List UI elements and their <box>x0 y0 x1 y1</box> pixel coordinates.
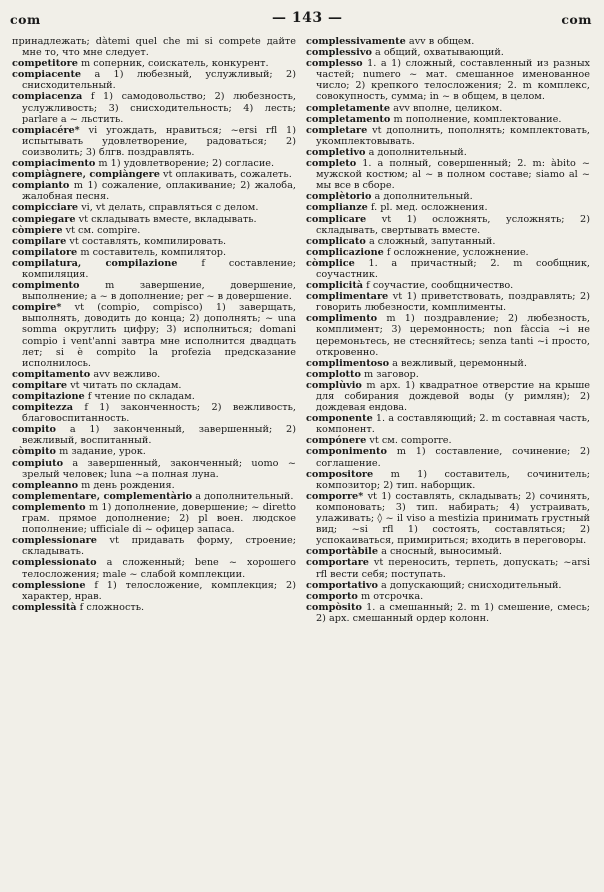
definition: f осложнение, усложнение. <box>386 246 529 258</box>
definition: 1. a составляющий; 2. m составная часть, компонент. <box>316 413 590 436</box>
headword: compilare <box>12 235 67 247</box>
headword: compicciare <box>12 202 79 214</box>
definition: vt читать по складам. <box>70 379 182 391</box>
dictionary-entry <box>306 380 590 413</box>
definition: 1. a 1) сложный, составленный из разных частей; numero ~ мат. смешанное именованное число; 2) крепкого телосложения; 2. m комплекс, совокупность, сумма; in ~ в общем, в целом. <box>316 58 590 103</box>
headword: complotto <box>306 368 361 380</box>
headword: complessione <box>12 579 86 591</box>
headword: complessionato <box>12 557 97 569</box>
headword: componimento <box>306 446 387 458</box>
headword: competitore <box>12 58 78 70</box>
dictionary-entry <box>12 225 296 236</box>
headword: compimento <box>12 280 80 292</box>
dictionary-entry <box>12 557 296 579</box>
dictionary-entry <box>12 125 296 158</box>
definition: a завершенный, законченный; uomo ~ зрелый человек; luna ~a полная луна. <box>22 457 296 480</box>
dictionary-entry <box>306 358 590 369</box>
dictionary-entry <box>12 502 296 535</box>
definition: m 1) поздравление; 2) любезность, комплимент; 3) церемонность; non fàccia ~i не церемоньтесь, не стесняйтесь; senza tanti ~i просто, откровенно. <box>316 313 590 358</box>
definition: vt 1) приветствовать, поздравлять; 2) говорить любезности, комплименты. <box>316 291 590 314</box>
dictionary-entry <box>12 247 296 258</box>
page-number: — 143 — <box>272 10 343 26</box>
headword: compilatore <box>12 246 78 258</box>
headword: completo <box>306 158 357 170</box>
dictionary-entry <box>12 424 296 446</box>
dictionary-entry <box>306 236 590 247</box>
headword: comportare <box>306 557 369 569</box>
headword: compito <box>12 424 57 436</box>
headword: comporre* <box>306 490 364 502</box>
headword: completamento <box>306 113 391 125</box>
definition: f 1) телосложение, комплекция; 2) характер, нрав. <box>22 579 296 602</box>
definition: a сложенный; bene ~ хорошего телосложения; male ~ слабой комплекции. <box>22 557 296 580</box>
headword: compiacenza <box>12 91 83 103</box>
dictionary-entry <box>306 147 590 158</box>
definition: vt см. comporre. <box>369 435 452 447</box>
definition: f составление; компиляция. <box>22 257 296 280</box>
dictionary-entry <box>12 169 296 180</box>
headword: complicazione <box>306 246 384 258</box>
headword: compitezza <box>12 402 73 414</box>
dictionary-entry <box>306 214 590 236</box>
headword: complicità <box>306 280 364 292</box>
dictionary-entry <box>306 591 590 602</box>
headword: complesso <box>306 58 363 70</box>
definition: m день рождения. <box>81 479 175 491</box>
header-guide-word-right: com <box>561 12 592 27</box>
definition: m 1) дополнение, довершение; ~ diretto грам. прямое дополнение; 2) pl воен. людское пополнение; ufficiale di ~ офицер запаса. <box>22 501 296 536</box>
headword: compiuto <box>12 457 64 469</box>
left-column <box>12 36 296 613</box>
headword: compiegare <box>12 213 76 225</box>
dictionary-entry <box>12 280 296 302</box>
headword: còmpito <box>12 446 57 458</box>
dictionary-entry <box>306 291 590 313</box>
dictionary-entry <box>12 158 296 169</box>
headword: compiacimento <box>12 158 96 170</box>
headword: compiacére* <box>12 124 80 136</box>
definition: vt оплакивать, сожалеть. <box>163 169 292 181</box>
definition: m арх. 1) квадратное отверстие на крыше для собирания дождевой воды (у римлян); 2) дождевая ендова. <box>316 379 590 414</box>
definition: vt (compio, compisco) 1) заверщать, выполнять, доводить до конца; 2) дополнять; ~ una somma округлить цифру; 3) исполниться; domani compio i vent'anni завтра мне исполнится двадцать лет; si è compito la profezia предсказание исполнилось. <box>22 302 296 369</box>
definition: 1. a смешанный; 2. m 1) смешение, смесь; 2) арх. смешанный ордер колонн. <box>316 601 590 624</box>
definition: a сложный, запутанный. <box>368 235 496 247</box>
definition: m составитель, компилятор. <box>80 246 227 258</box>
dictionary-entry <box>12 214 296 225</box>
dictionary-entry <box>12 391 296 402</box>
page-header <box>10 10 592 30</box>
headword: compiacente <box>12 69 82 81</box>
definition: avv вполне, целиком. <box>393 102 503 114</box>
definition: vt см. compire. <box>65 224 141 236</box>
definition: 1. a причастный; 2. m сообщник, соучастник. <box>316 257 590 280</box>
dictionary-entry <box>12 491 296 502</box>
dictionary-entry <box>306 247 590 258</box>
dictionary-entry <box>12 458 296 480</box>
definition: f. pl. мед. осложнения. <box>370 202 488 214</box>
headword: compositore <box>306 468 374 480</box>
headword: complimentare <box>306 291 389 303</box>
dictionary-entry <box>12 58 296 69</box>
dictionary-entry <box>12 402 296 424</box>
headword: còmpiere <box>12 224 63 236</box>
definition: m заговор. <box>364 368 419 380</box>
dictionary-entry <box>12 36 296 58</box>
definition: vi угождать, нравиться; ~ersi rfl 1) испытывать удовлетворение, радоваться; 2) соизволить; 3) блгв. поздравлять. <box>22 124 296 158</box>
dictionary-entry <box>306 202 590 213</box>
header-guide-word-left: com <box>10 12 41 27</box>
definition: f чтение по складам. <box>87 391 195 402</box>
dictionary-entry <box>306 36 590 47</box>
dictionary-entry <box>306 58 590 102</box>
dictionary-entry <box>12 535 296 557</box>
dictionary-entry <box>12 580 296 602</box>
headword: complianze <box>306 202 368 214</box>
headword: compónere <box>306 435 367 447</box>
definition: a дополнительный. <box>195 490 294 502</box>
dictionary-entry <box>306 191 590 202</box>
definition: vt дополнить, пополнять; комплектовать, укомплектовывать. <box>316 124 590 147</box>
dictionary-entry <box>306 413 590 435</box>
dictionary-entry <box>306 469 590 491</box>
headword: complementare, complementàrio <box>12 490 193 502</box>
headword: completivo <box>306 146 366 158</box>
headword: compilatura, compilazione <box>12 257 178 269</box>
dictionary-entry <box>306 446 590 468</box>
dictionary-entry <box>306 602 590 624</box>
headword: compòsito <box>306 601 362 613</box>
definition: f соучастие, сообщничество. <box>366 280 514 292</box>
definition: vt 1) осложнять, усложнять; 2) складывать, свертывать вместе. <box>316 213 590 236</box>
headword: comporto <box>306 590 358 602</box>
definition: m соперник, соискатель, конкурент. <box>81 58 269 70</box>
dictionary-entry <box>306 369 590 380</box>
dictionary-entry <box>12 446 296 457</box>
headword: compitamento <box>12 368 91 380</box>
dictionary-entry <box>306 580 590 591</box>
dictionary-entry <box>12 69 296 91</box>
dictionary-entry <box>306 313 590 357</box>
dictionary-entry <box>306 546 590 557</box>
headword: compitazione <box>12 391 85 402</box>
dictionary-entry <box>306 103 590 114</box>
definition: m отсрочка. <box>360 590 424 602</box>
dictionary-entry <box>12 258 296 280</box>
definition: avv вежливо. <box>93 368 161 380</box>
definition: avv в общем. <box>408 36 475 47</box>
definition: f 1) самодовольство; 2) любезность, услужливость; 3) снисходительность; 4) лесть; parlare a ~ льстить. <box>22 91 296 125</box>
definition: vt переносить, терпеть, допускать; ~arsi rfl вести себя; поступать. <box>316 557 590 580</box>
headword: complessivo <box>306 47 372 59</box>
definition: a дополнительный. <box>374 191 473 203</box>
headword: complimento <box>306 313 378 325</box>
definition: vt составлять, компилировать. <box>69 235 227 247</box>
dictionary-entry <box>12 380 296 391</box>
headword: complessivamente <box>306 36 406 47</box>
headword: complètorio <box>306 191 372 203</box>
headword: complimentoso <box>306 357 390 369</box>
definition: принадлежать; dàtemi quel che mi si compete дайте мне то, что мне следует. <box>12 36 296 59</box>
definition: m завершение, довершение, выполнение; a ~ в дополнение; per ~ в довершение. <box>22 280 296 303</box>
headword: compire* <box>12 302 62 314</box>
dictionary-entry <box>12 369 296 380</box>
definition: m 1) составление, сочинение; 2) соглашение. <box>316 446 590 469</box>
definition: a 1) любезный, услужливый; 2) снисходительный. <box>22 69 296 92</box>
definition: a допускающий; снисходительный. <box>381 579 562 591</box>
headword: complessionare <box>12 535 97 547</box>
headword: complemento <box>12 501 86 513</box>
dictionary-entry <box>306 280 590 291</box>
headword: compiàgnere, compiàngere <box>12 169 160 181</box>
definition: m 1) составитель, сочинитель; композитор; 2) тип. наборщик. <box>316 468 590 491</box>
definition: a общий, охватывающий. <box>375 47 504 59</box>
dictionary-entry <box>306 114 590 125</box>
dictionary-entry <box>306 125 590 147</box>
definition: a сносный, выносимый. <box>381 546 502 558</box>
dictionary-entry <box>306 491 590 546</box>
dictionary-entry <box>306 557 590 579</box>
definition: m пополнение, комплектование. <box>393 113 562 125</box>
headword: complicare <box>306 213 367 225</box>
headword: complessità <box>12 601 77 613</box>
dictionary-entry <box>306 47 590 58</box>
dictionary-entry <box>306 258 590 280</box>
headword: compianto <box>12 180 70 192</box>
dictionary-entry <box>12 302 296 369</box>
definition: m 1) удовлетворение; 2) согласие. <box>98 158 275 170</box>
headword: compitare <box>12 379 68 391</box>
headword: comportativo <box>306 579 378 591</box>
dictionary-entry <box>306 158 590 191</box>
definition: a 1) законченный, завершенный; 2) вежливый, воспитанный. <box>22 424 296 447</box>
headword: completare <box>306 124 368 136</box>
dictionary-entry <box>306 435 590 446</box>
definition: vi, vt делать, справляться с делом. <box>81 202 259 214</box>
headword: componente <box>306 413 373 425</box>
headword: compleanno <box>12 479 79 491</box>
definition: m задание, урок. <box>59 446 146 458</box>
definition: a дополнительный. <box>368 146 467 158</box>
headword: comportàbile <box>306 546 378 558</box>
headword: completamente <box>306 102 391 114</box>
definition: vt 1) составлять, складывать; 2) сочинять, компоновать; 3) тип. набирать; 4) устраивать, улаживать; ◊ ~ il viso a mestizia принимать грустный вид; ~si rfl 1) состоять, составляться; 2) успокаиваться, примириться; входить в переговоры. <box>316 490 590 547</box>
dictionary-entry <box>12 602 296 613</box>
definition: f сложность. <box>79 601 145 613</box>
headword: còmplice <box>306 257 355 269</box>
definition: a вежливый, церемонный. <box>392 357 527 369</box>
dictionary-entry <box>12 91 296 124</box>
dictionary-entry <box>12 480 296 491</box>
dictionary-entry <box>12 202 296 213</box>
dictionary-entry <box>12 236 296 247</box>
dictionary-entry <box>12 180 296 202</box>
definition: vt складывать вместе, вкладывать. <box>78 213 257 225</box>
headword: complùvio <box>306 379 362 391</box>
definition: 1. a полный, совершенный; 2. m: àbito ~ мужской костюм; al ~ в полном составе; siamo al ~ мы все в сборе. <box>316 158 590 192</box>
headword: complicato <box>306 235 366 247</box>
definition: vt придавать форму, строение; складывать. <box>22 535 296 558</box>
definition: m 1) сожаление, оплакивание; 2) жалоба, жалобная песня. <box>22 180 296 203</box>
definition: f 1) законченность; 2) вежливость, благовоспитанность. <box>22 402 296 425</box>
right-column <box>306 36 590 624</box>
